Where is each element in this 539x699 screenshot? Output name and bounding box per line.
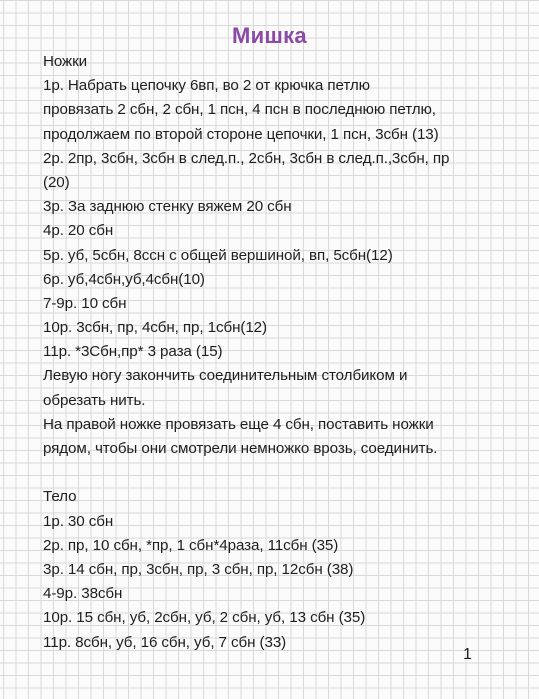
pattern-line: 1р. Набрать цепочку 6вп, во 2 от крючка петлю bbox=[43, 77, 370, 95]
pattern-line: 3р. За заднюю стенку вяжем 20 сбн bbox=[43, 198, 292, 216]
pattern-line: 2р. пр, 10 сбн, *пр, 1 сбн*4раза, 11сбн (35) bbox=[43, 536, 339, 554]
pattern-line: 11р. *3Сбн,пр* 3 раза (15) bbox=[43, 343, 223, 361]
pattern-text bbox=[43, 50, 523, 655]
pattern-line: продолжаем по второй стороне цепочки, 1 псн, 3сбн (13) bbox=[43, 125, 439, 143]
section-heading-body: Тело bbox=[43, 488, 77, 506]
pattern-line: обрезать нить. bbox=[43, 391, 146, 409]
pattern-line: 4-9р. 38сбн bbox=[43, 585, 123, 603]
pattern-line: 2р. 2пр, 3сбн, 3сбн в след.п., 2сбн, 3сбн в след.п.,3сбн, пр bbox=[43, 149, 450, 167]
pattern-line: 10р. 15 сбн, уб, 2сбн, уб, 2 сбн, уб, 13 сбн (35) bbox=[43, 609, 366, 627]
pattern-line: 6р. уб,4сбн,уб,4сбн(10) bbox=[43, 270, 205, 288]
pattern-line: 5р. уб, 5сбн, 8ссн с общей вершиной, вп, 5сбн(12) bbox=[43, 246, 393, 264]
pattern-line: 4р. 20 сбн bbox=[43, 222, 114, 240]
pattern-line: 3р. 14 сбн, пр, 3сбн, пр, 3 сбн, пр, 12сбн (38) bbox=[43, 560, 354, 578]
pattern-line: 1р. 30 сбн bbox=[43, 512, 114, 530]
pattern-line: (20) bbox=[43, 173, 70, 191]
section-spacer bbox=[43, 461, 523, 485]
section-heading-legs: Ножки bbox=[43, 53, 88, 70]
pattern-line: рядом, чтобы они смотрели немножко врозь, соединить. bbox=[43, 440, 438, 457]
pattern-line: 10р. 3сбн, пр, 4сбн, пр, 1сбн(12) bbox=[43, 319, 267, 337]
pattern-line: 7-9р. 10 сбн bbox=[43, 294, 127, 312]
pattern-line: провязать 2 сбн, 2 сбн, 1 псн, 4 псн в последнюю петлю, bbox=[43, 101, 436, 119]
page-number: 1 bbox=[463, 646, 472, 663]
pattern-line: На правой ножке провязать еще 4 сбн, поставить ножки bbox=[43, 415, 434, 433]
pattern-line: Левую ногу закончить соединительным столбиком и bbox=[43, 367, 408, 385]
pattern-line: 11р. 8сбн, уб, 16 сбн, уб, 7 сбн (33) bbox=[43, 633, 287, 651]
page-title: Мишка bbox=[232, 23, 307, 48]
